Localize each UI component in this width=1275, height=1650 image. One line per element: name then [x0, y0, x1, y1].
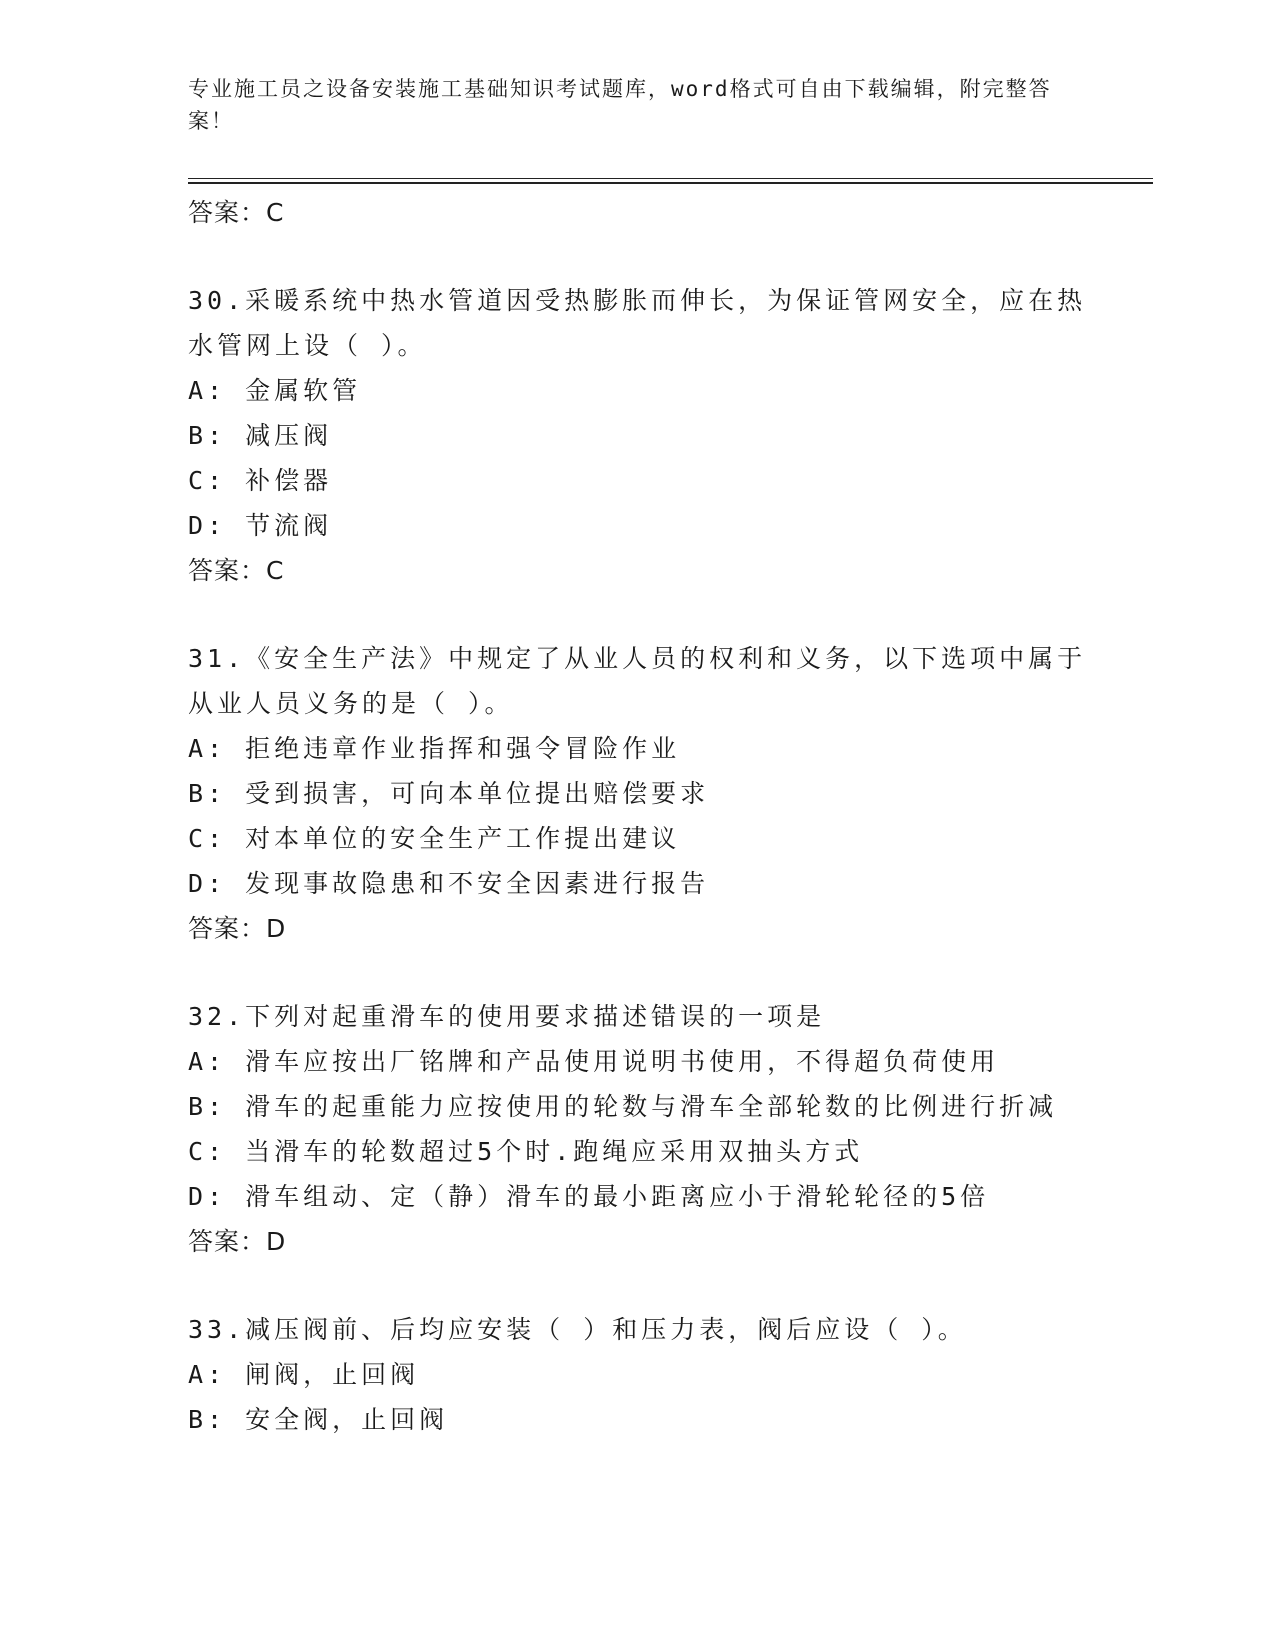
question-stem: 33.减压阀前、后均应安装（ ）和压力表，阀后应设（ ）。 — [188, 1315, 967, 1344]
option-a: A: 闸阀，止回阀 — [188, 1360, 420, 1389]
answer-line: 答案：C — [188, 198, 285, 227]
header-rule-thick — [188, 182, 1153, 184]
option-d: D: 发现事故隐患和不安全因素进行报告 — [188, 869, 710, 898]
page-header: 专业施工员之设备安装施工基础知识考试题库，word格式可自由下载编辑，附完整答案！ — [188, 77, 1052, 133]
option-c: C: 当滑车的轮数超过5个时.跑绳应采用双抽头方式 — [188, 1137, 864, 1166]
option-b: B: 滑车的起重能力应按使用的轮数与滑车全部轮数的比例进行折减 — [188, 1092, 1058, 1121]
answer-line: 答案：C — [188, 556, 285, 585]
option-d: D: 节流阀 — [188, 511, 333, 540]
option-a: A: 金属软管 — [188, 376, 362, 405]
question-30 — [188, 278, 1108, 593]
question-stem: 30.采暖系统中热水管道因受热膨胀而伸长，为保证管网安全，应在热水管网上设（ ）。 — [188, 286, 1087, 360]
question-content — [188, 190, 1108, 1442]
option-d: D: 滑车组动、定（静）滑车的最小距离应小于滑轮轮径的5倍 — [188, 1182, 990, 1211]
option-c: C: 对本单位的安全生产工作提出建议 — [188, 824, 681, 853]
question-stem: 32.下列对起重滑车的使用要求描述错误的一项是 — [188, 1002, 826, 1031]
option-b: B: 减压阀 — [188, 421, 333, 450]
question-stem: 31.《安全生产法》中规定了从业人员的权利和义务，以下选项中属于从业人员义务的是（ ）。 — [188, 644, 1087, 718]
option-a: A: 拒绝违章作业指挥和强令冒险作业 — [188, 734, 681, 763]
option-c: C: 补偿器 — [188, 466, 333, 495]
answer-line: 答案：D — [188, 914, 287, 943]
question-32 — [188, 994, 1108, 1264]
question-31 — [188, 636, 1108, 951]
header-rule-thin — [188, 178, 1153, 179]
answer-line: 答案：D — [188, 1227, 287, 1256]
option-a: A: 滑车应按出厂铭牌和产品使用说明书使用，不得超负荷使用 — [188, 1047, 1000, 1076]
question-33 — [188, 1307, 1108, 1442]
option-b: B: 安全阀，止回阀 — [188, 1405, 449, 1434]
option-b: B: 受到损害，可向本单位提出赔偿要求 — [188, 779, 710, 808]
